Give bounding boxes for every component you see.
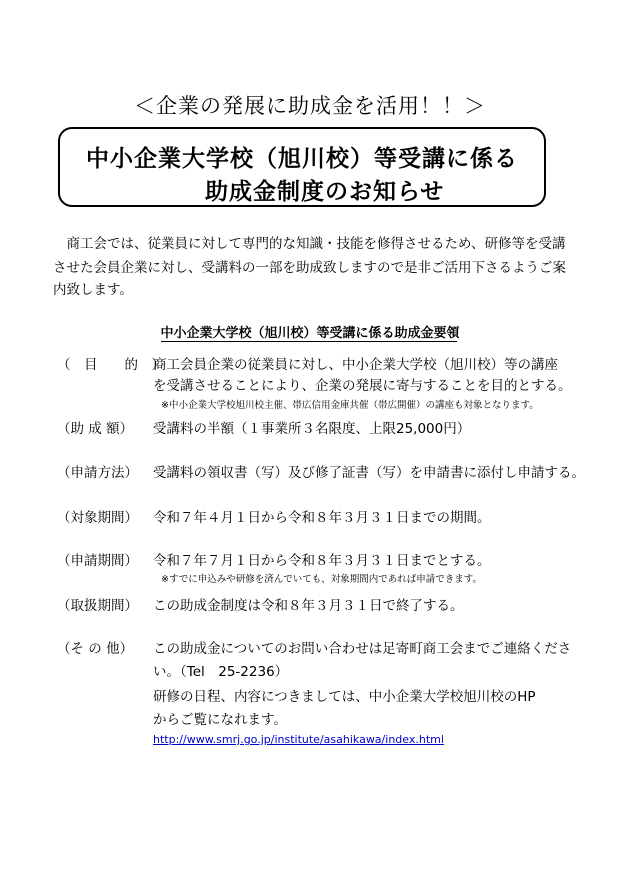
section-heading: 中小企業大学校（旭川校）等受講に係る助成金要領	[160, 326, 460, 341]
method-value: 受講料の領収書（写）及び修了証書（写）を申請書に添付し申請する。	[153, 465, 585, 481]
amount-label: （助 成 額）	[57, 421, 134, 437]
amount-value: 受講料の半額（１事業所３名限度、上限25,000円）	[153, 421, 471, 437]
application-period-value: 令和７年７月１日から令和８年３月３１日までとする。	[153, 553, 491, 569]
other-line-1: この助成金についてのお問い合わせは足寄町商工会までご連絡くださ	[153, 641, 572, 657]
title-line-1: 中小企業大学校（旭川校）等受講に係る	[86, 146, 518, 172]
title-line-2: 助成金制度のお知らせ	[205, 179, 445, 205]
info-link[interactable]: http://www.smrj.go.jp/institute/asahikawa/index.html	[153, 733, 444, 746]
intro-line-3: 内致します。	[53, 282, 133, 298]
target-period-value: 令和７年４月１日から令和８年３月３１日までの期間。	[153, 510, 491, 526]
application-period-note: ※すでに申込みや研修を済んでいても、対象期間内であれば申請できます。	[161, 574, 482, 585]
other-line-4: からご覧になれます。	[153, 712, 287, 728]
section-heading-underline	[161, 341, 457, 342]
purpose-label: （ 目 的 ）	[57, 357, 165, 373]
intro-line-2: させた会員企業に対し、受講料の一部を助成致しますので是非ご活用下さるようご案	[53, 260, 566, 276]
other-line-2: い。（Tel 25-2236）	[153, 664, 289, 680]
target-period-label: （対象期間）	[57, 510, 138, 526]
handling-period-label: （取扱期間）	[57, 598, 138, 614]
method-label: （申請方法）	[57, 465, 138, 481]
application-period-label: （申請期間）	[57, 553, 138, 569]
purpose-line-1: 商工会員企業の従業員に対し、中小企業大学校（旭川校）等の講座	[153, 357, 558, 373]
other-line-3: 研修の日程、内容につきましては、中小企業大学校旭川校のHP	[153, 689, 536, 705]
other-label: （そ の 他）	[57, 641, 134, 657]
purpose-line-2: を受講させることにより、企業の発展に寄与することを目的とする。	[153, 378, 572, 394]
purpose-note: ※中小企業大学校旭川校主催、帯広信用金庫共催（帯広開催）の講座も対象となります。	[161, 400, 539, 411]
handling-period-value: この助成金制度は令和８年３月３１日で終了する。	[153, 598, 464, 614]
subtitle: ＜企業の発展に助成金を活用！！＞	[134, 94, 486, 118]
intro-line-1: 商工会では、従業員に対して専門的な知識・技能を修得させるため、研修等を受講	[53, 236, 566, 252]
